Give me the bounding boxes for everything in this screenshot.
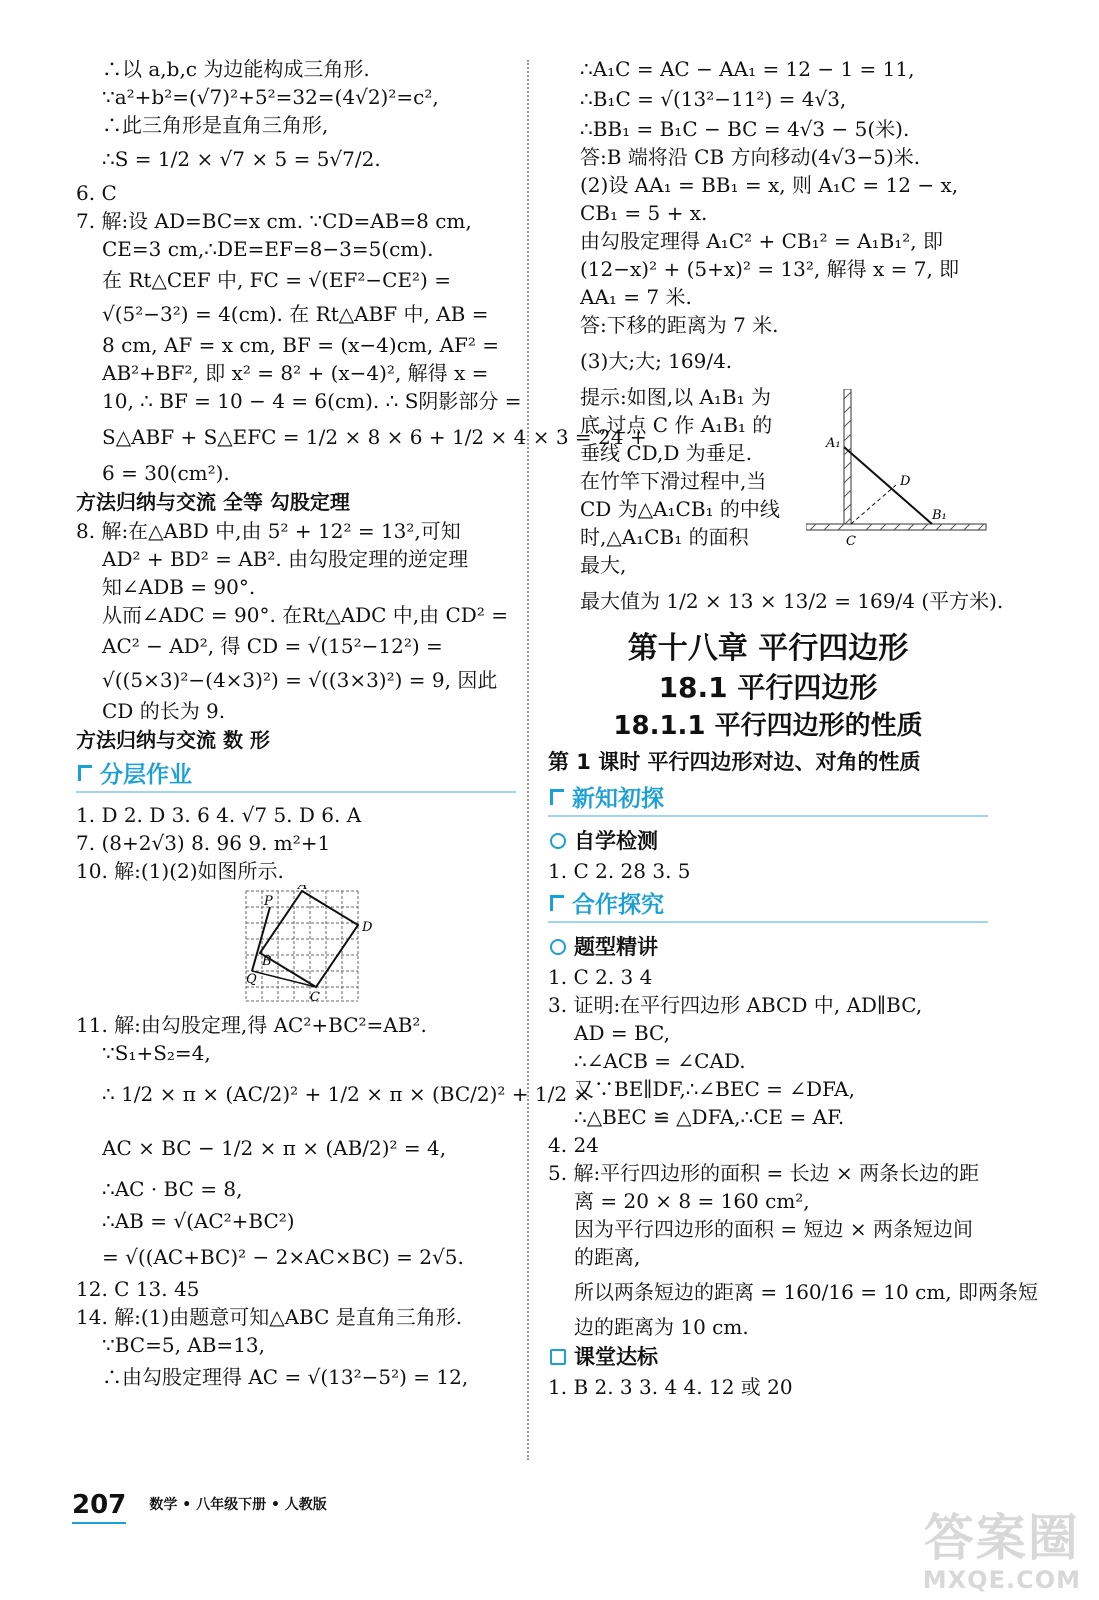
watermark-text: 答案圈: [923, 1509, 1080, 1567]
text-line: √(5²−3²) = 4(cm). 在 Rt△ABF 中, AB =: [102, 302, 489, 326]
chapter-title: 第十八章 平行四边形: [627, 631, 909, 666]
text-line: AC × BC − 1/2 × π × (AB/2)² = 4,: [102, 1136, 447, 1160]
answer-line: 7. (8+2√3) 8. 96 9. m²+1: [76, 831, 331, 855]
text-line: ∴S = 1/2 × √7 × 5 = 5√7/2.: [102, 147, 381, 171]
text-line: ∴AC · BC = 8,: [102, 1177, 243, 1201]
subheader-label: 题型精讲: [574, 935, 658, 959]
answer-line: 10. 解:(1)(2)如图所示.: [76, 859, 284, 883]
section-marker-icon: [78, 765, 92, 781]
right-column: [548, 55, 1038, 1401]
text-line: 时,△A₁CB₁ 的面积: [580, 525, 749, 549]
grid-label-q: Q: [246, 972, 257, 987]
text-line: CE=3 cm,∴DE=EF=8−3=5(cm).: [102, 237, 434, 261]
section-header-cooperate: [548, 889, 988, 923]
watermark-logo: [923, 1510, 1081, 1594]
text-line: 离 = 20 × 8 = 160 cm²,: [574, 1189, 810, 1213]
text-line: (3)大;大; 169/4.: [580, 349, 733, 373]
grid-label-b: B: [262, 954, 272, 969]
text-line: 因为平行四边形的面积 = 短边 × 两条短边间: [574, 1217, 973, 1241]
text-line: 11. 解:由勾股定理,得 AC²+BC²=AB².: [76, 1013, 427, 1037]
left-block-b: [76, 517, 516, 725]
text-line: CD 为△A₁CB₁ 的中线: [580, 497, 780, 521]
column-divider: [527, 60, 529, 1460]
answer-line: 1. C 2. 3 4: [548, 965, 653, 989]
text-line: 7. 解:设 AD=BC=x cm. ∵CD=AB=8 cm,: [76, 209, 472, 233]
text-line: ∴△BEC ≌ △DFA,∴CE = AF.: [574, 1105, 845, 1129]
text-line: = √((AC+BC)² − 2×AC×BC) = 2√5.: [102, 1245, 464, 1269]
text-line: ∴由勾股定理得 AC = √(13²−5²) = 12,: [102, 1365, 469, 1389]
answer-line: 4. 24: [548, 1133, 599, 1157]
section-title: 合作探究: [572, 892, 664, 918]
text-line: 6 = 30(cm²).: [102, 461, 230, 485]
answer-line: 1. D 2. D 3. 6 4. √7 5. D 6. A: [76, 803, 362, 827]
text-line: 在 Rt△CEF 中, FC = √(EF²−CE²) =: [102, 268, 451, 292]
text-line: 3. 证明:在平行四边形 ABCD 中, AD∥BC,: [548, 993, 923, 1017]
fig-label-a1: A₁: [826, 436, 841, 451]
hint-text: [580, 383, 800, 579]
answer-line: 6. C: [76, 181, 117, 205]
watermark-url: MXQE.COM: [922, 1566, 1081, 1594]
text-line: 8. 解:在△ABD 中,由 5² + 12² = 13²,可知: [76, 519, 461, 543]
text-line: ∵BC=5, AB=13,: [102, 1333, 265, 1357]
subheader-class-standard: [548, 1341, 988, 1373]
text-line: ∴此三角形是直角三角形,: [102, 113, 329, 137]
text-line: 边的距离为 10 cm.: [574, 1315, 749, 1339]
section-title: 新知初探: [572, 786, 664, 812]
text-line: 最大,: [580, 553, 627, 577]
answer-line: 12. C 13. 45: [76, 1277, 200, 1301]
answer-line: 1. C 2. 28 3. 5: [548, 859, 691, 883]
page-number: 207: [72, 1490, 126, 1524]
section-title: 18.1 平行四边形: [658, 671, 878, 704]
subheader-topic: [548, 931, 988, 963]
text-line: 在竹竿下滑过程中,当: [580, 469, 767, 493]
text-line: CB₁ = 5 + x.: [580, 201, 708, 225]
subheader-label: 自学检测: [574, 829, 658, 853]
book-info: 数学 • 八年级下册 • 人教版: [149, 1497, 327, 1513]
pencil-icon: [550, 833, 566, 849]
grid-label-d: D: [362, 920, 373, 935]
text-line: 的距离,: [574, 1245, 641, 1269]
text-line: 提示:如图,以 A₁B₁ 为: [580, 385, 771, 409]
fig-label-d: D: [900, 474, 911, 489]
text-line: 垂线 CD,D 为垂足.: [580, 441, 753, 465]
subsection-title: 18.1.1 平行四边形的性质: [613, 711, 923, 741]
grid-label-p: P: [264, 894, 273, 909]
answer-line: 1. B 2. 3 3. 4 4. 12 或 20: [548, 1375, 793, 1399]
text-line: ∴B₁C = √(13²−11²) = 4√3,: [580, 87, 847, 111]
text-line: AD = BC,: [574, 1021, 670, 1045]
method-summary: 方法归纳与交流 全等 勾股定理: [76, 490, 350, 514]
grid-label-a: A: [298, 885, 308, 893]
ladder-figure: [806, 389, 988, 549]
text-line: AA₁ = 7 米.: [580, 285, 692, 309]
text-line: AD² + BD² = AB². 由勾股定理的逆定理: [102, 547, 469, 571]
text-line: 10, ∴ BF = 10 − 4 = 6(cm). ∴ S阴影部分 =: [102, 389, 522, 413]
hint-block: [548, 383, 988, 579]
method-summary: 方法归纳与交流 数 形: [76, 728, 270, 752]
text-line: ∴以 a,b,c 为边能构成三角形.: [102, 57, 370, 81]
text-line: ∴A₁C = AC − AA₁ = 12 − 1 = 11,: [580, 57, 915, 81]
text-line: ∴AB = √(AC²+BC²): [102, 1209, 295, 1233]
text-line: 答:B 端将沿 CB 方向移动(4√3−5)米.: [580, 145, 921, 169]
text-line: AC² − AD², 得 CD = √(15²−12²) =: [102, 634, 443, 658]
text-line: √((5×3)²−(4×3)²) = √((3×3)²) = 9, 因此: [102, 668, 498, 692]
text-line: ∴BB₁ = B₁C − BC = 4√3 − 5(米).: [580, 117, 910, 141]
right-block-b: [548, 963, 1038, 1341]
text-line: CD 的长为 9.: [102, 699, 226, 723]
book-icon: [550, 1349, 566, 1365]
clock-icon: [550, 939, 566, 955]
text-line: ∴∠ACB = ∠CAD.: [574, 1049, 746, 1073]
text-line: ∴ 1/2 × π × (AC/2)² + 1/2 × π × (BC/2)² + 1/2 ×: [102, 1082, 591, 1106]
lesson-title: 第 1 课时 平行四边形对边、对角的性质: [548, 750, 921, 774]
fig-label-b1: B₁: [932, 508, 947, 523]
text-line: 8 cm, AF = x cm, BF = (x−4)cm, AF² =: [102, 333, 500, 357]
page-footer: [72, 1490, 327, 1524]
fig-label-c: C: [846, 534, 856, 549]
grid-square-diagram: [76, 885, 516, 1011]
text-line: AB²+BF², 即 x² = 8² + (x−4)², 解得 x =: [102, 361, 489, 385]
subheader-self-check: [548, 825, 988, 857]
grid-figure: [76, 885, 516, 1011]
section-title: 分层作业: [100, 762, 192, 788]
text-line: ∵a²+b²=(√7)²+5²=32=(4√2)²=c²,: [102, 85, 439, 109]
max-value-line: 最大值为 1/2 × 13 × 13/2 = 169/4 (平方米).: [580, 589, 1004, 613]
grid-label-c: C: [310, 990, 320, 1005]
text-line: (12−x)² + (5+x)² = 13², 解得 x = 7, 即: [580, 257, 960, 281]
text-line: 5. 解:平行四边形的面积 = 长边 × 两条长边的距: [548, 1161, 980, 1185]
text-line: S△ABF + S△EFC = 1/2 × 8 × 6 + 1/2 × 4 × 3 = 24 +: [102, 425, 647, 449]
text-line: 底,过点 C 作 A₁B₁ 的: [580, 413, 773, 437]
text-line: 14. 解:(1)由题意可知△ABC 是直角三角形.: [76, 1305, 463, 1329]
text-line: 从而∠ADC = 90°. 在Rt△ADC 中,由 CD² =: [102, 603, 508, 627]
section-header-new-knowledge: [548, 783, 988, 817]
text-line: 所以两条短边的距离 = 160/16 = 10 cm, 即两条短: [574, 1280, 1038, 1304]
text-line: 知∠ADB = 90°.: [102, 575, 256, 599]
right-block-a: [548, 55, 988, 383]
text-line: 又∵BE∥DF,∴∠BEC = ∠DFA,: [574, 1077, 855, 1101]
text-line: ∵S₁+S₂=4,: [102, 1041, 211, 1065]
subheader-label: 课堂达标: [574, 1345, 658, 1369]
left-block-c: [76, 801, 516, 885]
text-line: 答:下移的距离为 7 米.: [580, 313, 779, 337]
section-marker-icon: [550, 789, 564, 805]
text-line: (2)设 AA₁ = BB₁ = x, 则 A₁C = 12 − x,: [580, 173, 959, 197]
section-marker-icon: [550, 895, 564, 911]
section-header-layered-homework: [76, 759, 516, 793]
text-line: 由勾股定理得 A₁C² + CB₁² = A₁B₁², 即: [580, 229, 944, 253]
